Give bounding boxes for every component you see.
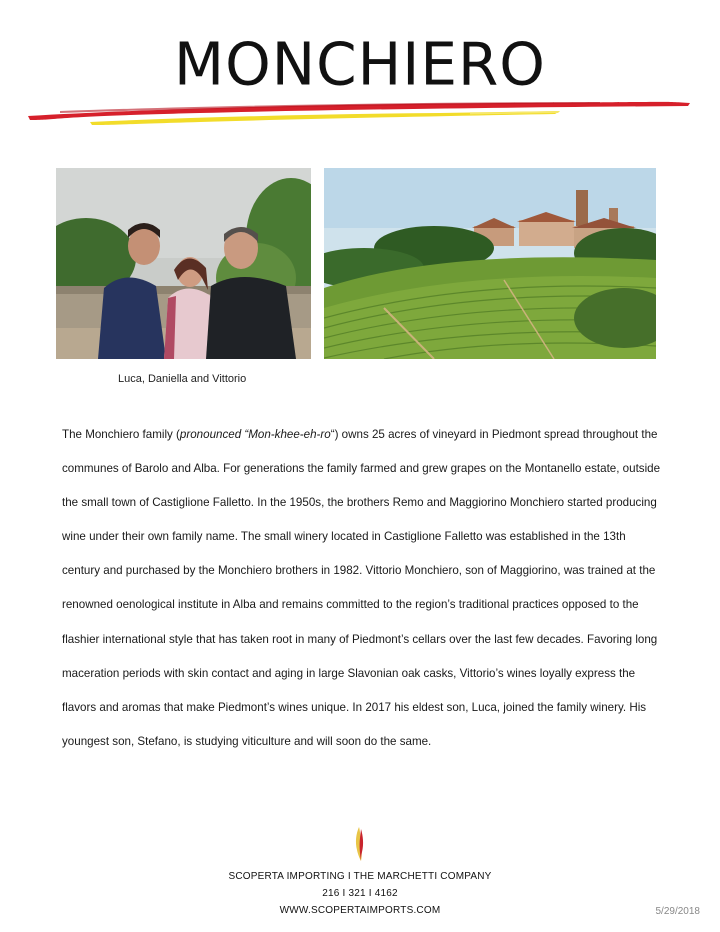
article-intro: The Monchiero family (	[62, 428, 180, 441]
article-body	[62, 418, 662, 759]
grape-leaf-logo-icon	[350, 826, 370, 862]
footer	[0, 868, 720, 919]
footer-company: SCOPERTA IMPORTING I THE MARCHETTI COMPANY	[228, 871, 492, 882]
decorative-brush-stroke	[0, 95, 720, 135]
vineyard-photo	[324, 168, 656, 359]
document-date: 5/29/2018	[655, 906, 700, 917]
pronunciation-note: pronounced “Mon-khee-eh-ro	[179, 428, 331, 441]
footer-website[interactable]: WWW.SCOPERTAIMPORTS.COM	[279, 905, 441, 916]
page-title: MONCHIERO	[174, 29, 546, 99]
footer-phone: 216 I 321 I 4162	[322, 888, 398, 899]
article-paragraph	[62, 418, 662, 759]
photo-caption: Luca, Daniella and Vittorio	[118, 373, 247, 385]
family-photo	[56, 168, 311, 359]
article-text: “) owns 25 acres of vineyard in Piedmont spread throughout the communes of Barolo and Alba. For generations the family farmed and grew grapes on the Montanello estate, outside the small town of Castiglione Falletto. In the 1950s, the brothers Remo and Maggiorino Monchiero started producing wine under their own family name. The small winery located in Castiglione Falletto was established in the 13th century and purchased by the Monchiero brothers in 1982. Vittorio Monchiero, son of Maggiorino, was trained at the renowned oenological institute in Alba and remains committed to the region’s traditional practices opposed to the flashier international style that has taken root in many of Piedmont’s cellars over the last few decades. Favoring long maceration periods with skin contact and aging in large Slavonian oak casks, Vittorio’s wines loyally express the flavors and aromas that make Piedmont’s wines unique. In 2017 his eldest son, Luca, joined the family winery. His youngest son, Stefano, is studying viticulture and will soon do the same.	[62, 428, 661, 748]
